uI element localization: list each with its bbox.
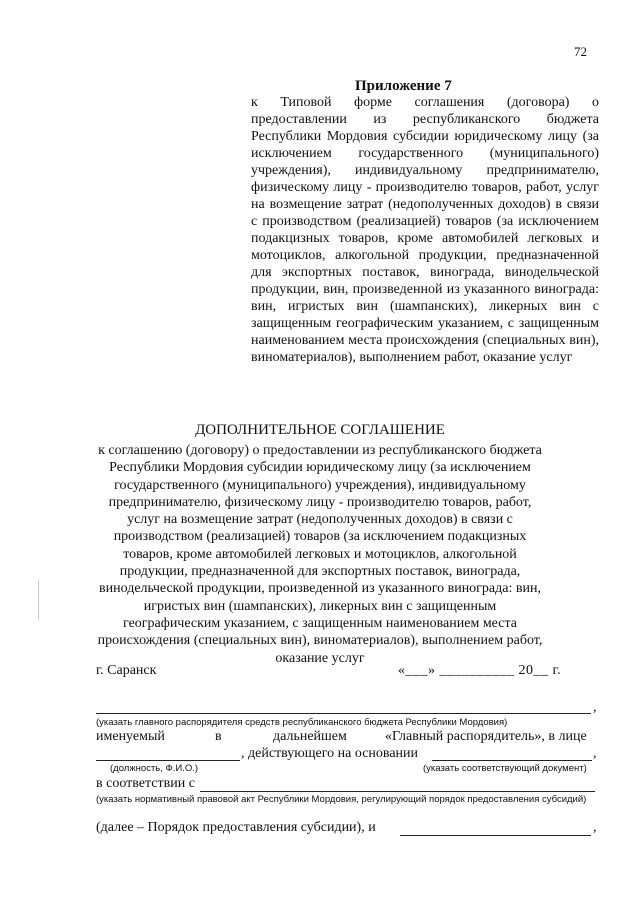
act-line[interactable] — [200, 791, 595, 792]
comma-2: , — [593, 746, 597, 761]
distributor-line[interactable] — [96, 713, 591, 714]
named-word-1: именуемый — [96, 729, 165, 744]
caption-position: (должность, Ф.И.О.) — [110, 763, 199, 774]
hereinafter-text: (далее – Порядок предоставления субсидии), и — [96, 820, 376, 835]
caption-distributor: (указать главного распорядителя средств республиканского бюджета Республики Мордовия) — [96, 717, 508, 728]
caption-document: (указать соответствующий документ) — [423, 763, 587, 774]
position-line[interactable] — [96, 760, 240, 761]
according-text: в соответствии с — [96, 776, 195, 791]
recipient-line[interactable] — [400, 835, 591, 836]
comma-3: , — [593, 820, 597, 835]
caption-act: (указать нормативный правовой акт Республики Мордовия, регулирующий порядок предоставления субсидий) — [96, 794, 587, 805]
named-word-3: дальнейшем — [273, 729, 347, 744]
agreement-title: ДОПОЛНИТЕЛЬНОЕ СОГЛАШЕНИЕ — [195, 422, 445, 438]
named-word-2: в — [215, 729, 222, 744]
comma: , — [593, 700, 597, 715]
date-line: «___» __________ 20__ г. — [398, 663, 562, 678]
named-word-4: «Главный распорядитель», в лице — [385, 729, 587, 744]
acting-text: , действующего на основании — [241, 746, 419, 761]
place-city: г. Саранск — [96, 663, 157, 678]
margin-mark — [38, 580, 40, 620]
agreement-subtitle: к соглашению (договору) о предоставлении из республиканского бюджета Республики Мордовия субсидии юридическому лицу (за исключением государственного (муниципального) учреждения), индивидуальному предпринимателю, физическому лицу - производителю товаров, работ, услуг на возмещение затрат (недополученных доходов) в связи с производством (реализацией) товаров (за исключением подакцизных товаров, кроме автомобилей легковых и мотоциклов, алкогольной продукции, предназначенной для экспортных поставок, винограда, винодельческой продукции, произведенной из указанного винограда: вин, игристых вин (шампанских), ликерных вин с защищенным географическим указанием, с защищенным наименованием места происхождения (специальных вин), виноматериалов), выполнением работ, оказание услуг — [97, 443, 543, 666]
appendix-text: к Типовой форме соглашения (договора) о предоставлении из республиканского бюджета Республики Мордовия субсидии юридическому лицу (за исключением государственного (муниципального) учреждения), индивидуальному предпринимателю, физическому лицу - производителю товаров, работ, услуг на возмещение затрат (недополученных доходов) в связи с производством (реализацией) товаров (за исключением подакцизных товаров, кроме автомобилей легковых и мотоциклов, алкогольной продукции, предназначенной для экспортных поставок, винограда, винодельческой продукции, вин, произведенной из указанного винограда: вин, игристых вин (шампанских), ликерных вин с защищенным географическим указанием, с защищенным наименованием места происхождения (специальных вин), виноматериалов), выполнением работ, оказание услуг — [251, 95, 599, 365]
page-number: 72 — [574, 44, 587, 59]
appendix-title: Приложение 7 — [355, 78, 452, 94]
document-line[interactable] — [432, 760, 592, 761]
